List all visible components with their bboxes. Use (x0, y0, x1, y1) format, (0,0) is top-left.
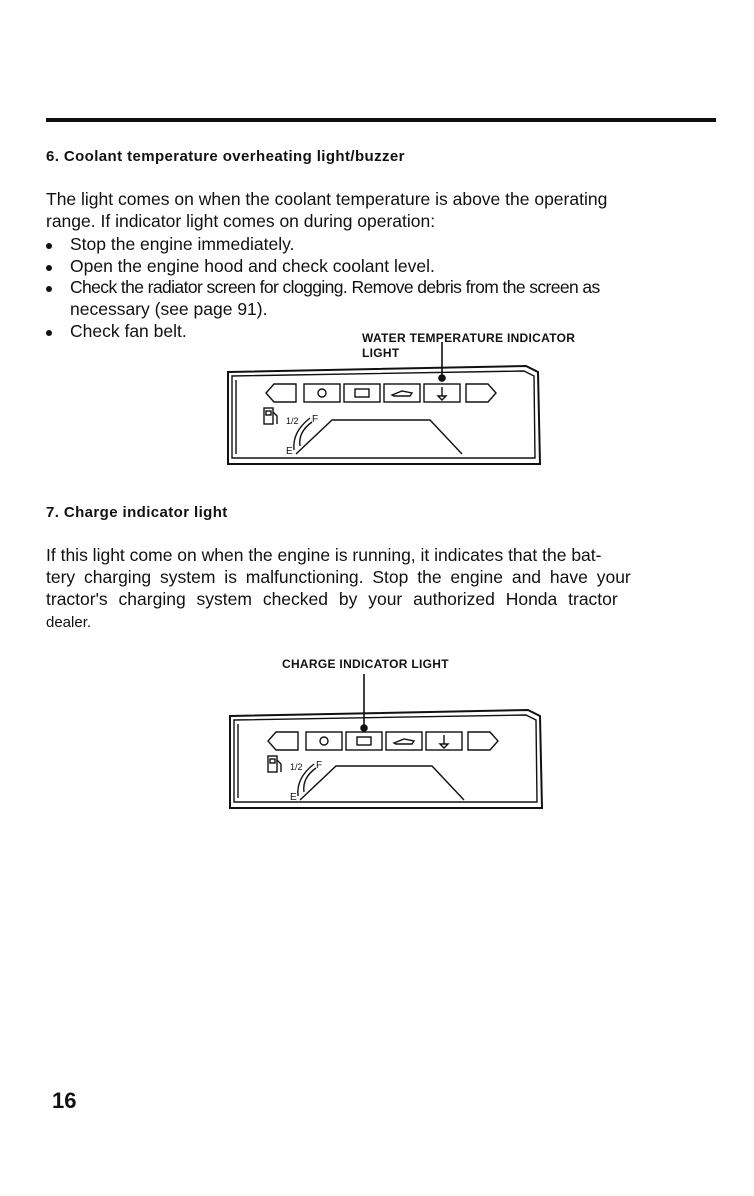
gauge-empty-label: E (290, 792, 297, 803)
bullet-text: Stop the engine immediately. (70, 234, 295, 254)
caption-pointer (439, 342, 445, 381)
top-rule (46, 118, 716, 122)
gauge-half-label: 1/2 (290, 762, 303, 772)
bullet-text: Open the engine hood and check coolant level. (70, 256, 435, 276)
instrument-panel-diagram-1 (226, 362, 542, 468)
water-temp-caption-line2: LIGHT (362, 346, 400, 360)
section7-body-line1: If this light come on when the engine is running, it indicates that the bat- (46, 545, 602, 565)
left-turn-indicator (266, 384, 296, 402)
bullet3-continuation: necessary (see page 91). (70, 299, 268, 319)
section7-body-line4: dealer. (46, 614, 92, 631)
display-window (300, 766, 464, 800)
gauge-full-label: F (316, 760, 323, 771)
bullet-dot (46, 265, 52, 271)
section6-intro-line2: range. If indicator light comes on during operation: (46, 211, 436, 231)
section6-heading: 6. Coolant temperature overheating light/buzzer (46, 148, 405, 165)
right-turn-indicator (466, 384, 496, 402)
left-turn-indicator (268, 732, 298, 750)
gauge-full-label: F (312, 414, 319, 425)
gauge-half-label: 1/2 (286, 416, 299, 426)
parking-brake-indicator (304, 384, 340, 402)
section7-body-line2: tery charging system is malfunctioning. Stop the engine and have your (46, 567, 631, 587)
section7-body-line3: tractor's charging system checked by your authorized Honda tractor (46, 589, 618, 609)
bullet-text: Check fan belt. (70, 321, 187, 341)
oil-pressure-indicator (384, 384, 420, 402)
fuel-pump-icon (264, 408, 277, 424)
caption-pointer (361, 674, 367, 731)
section7-heading: 7. Charge indicator light (46, 504, 228, 521)
bullet-dot (46, 243, 52, 249)
water-temp-indicator (426, 732, 462, 750)
bullet-dot (46, 330, 52, 336)
charge-caption: CHARGE INDICATOR LIGHT (282, 657, 449, 671)
section6-intro-line1: The light comes on when the coolant temperature is above the operating (46, 189, 608, 209)
right-turn-indicator (468, 732, 498, 750)
battery-indicator (346, 732, 382, 750)
display-window (296, 420, 462, 454)
water-temp-caption-line1: WATER TEMPERATURE INDICATOR (362, 331, 576, 345)
instrument-panel-diagram-2 (228, 706, 544, 812)
gauge-empty-label: E (286, 446, 293, 457)
oil-pressure-indicator (386, 732, 422, 750)
bullet-text: Check the radiator screen for clogging. Remove debris from the screen as (70, 277, 600, 297)
battery-indicator (344, 384, 380, 402)
fuel-pump-icon (268, 756, 281, 772)
parking-brake-indicator (306, 732, 342, 750)
bullet-dot (46, 286, 52, 292)
page-number: 16 (52, 1088, 77, 1113)
water-temp-indicator (424, 384, 460, 402)
